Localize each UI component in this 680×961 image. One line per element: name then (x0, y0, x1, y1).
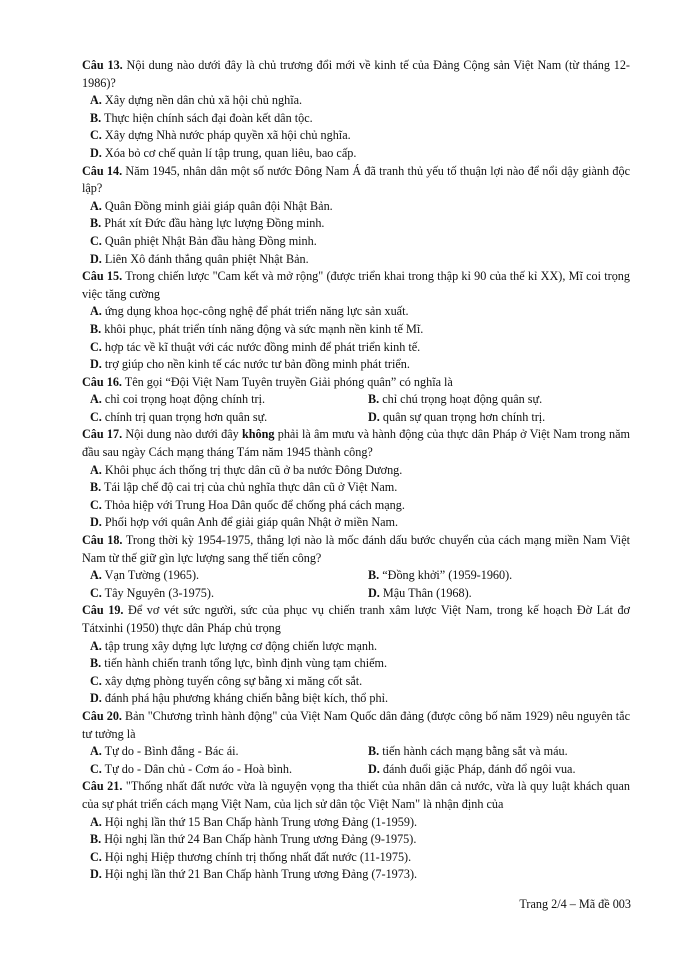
option-key: B. (90, 321, 102, 336)
answer-option (368, 761, 576, 779)
question-stem (82, 778, 630, 813)
option-text: Quân Đồng minh giải giáp quân đội Nhật Bản. (101, 198, 333, 213)
answer-option (90, 761, 368, 779)
answer-option (82, 339, 630, 357)
option-key: D. (90, 691, 102, 706)
answer-option (82, 251, 630, 269)
option-text: tiến hành cách mạng bằng sắt và máu. (379, 744, 568, 759)
option-text: xây dựng phòng tuyến công sự bằng xi măng cốt sắt. (101, 673, 363, 688)
option-text: quân sự quan trọng hơn chính trị. (379, 409, 546, 424)
question-stem (82, 708, 630, 743)
answer-option (82, 356, 630, 374)
option-key: B. (90, 110, 102, 125)
answer-option (90, 409, 368, 427)
option-text: chính trị quan trọng hơn quân sự. (101, 409, 268, 424)
option-key: C. (90, 339, 102, 354)
option-key: C. (90, 497, 102, 512)
answer-option (82, 462, 630, 480)
answer-option (368, 585, 472, 603)
answer-option (368, 391, 542, 409)
answer-option (82, 145, 630, 163)
answer-option (368, 567, 512, 585)
option-text: chỉ chú trọng hoạt động quân sự. (379, 392, 543, 407)
answer-option (82, 198, 630, 216)
answer-option (82, 673, 630, 691)
question-text: Bản "Chương trình hành động" của Việt Nam Quốc dân đảng (được công bố năm 1929) nêu nguyên tắc tư tưởng là (82, 708, 630, 741)
question-number: Câu 19. (82, 603, 124, 618)
option-key: C. (90, 409, 102, 424)
option-text: Vạn Tường (1965). (101, 568, 200, 583)
option-text: Thỏa hiệp với Trung Hoa Dân quốc để chống phá cách mạng. (101, 497, 405, 512)
option-text: đánh phá hậu phương kháng chiến bằng biệt kích, thổ phỉ. (101, 691, 389, 706)
option-key: C. (90, 128, 102, 143)
option-key: D. (90, 251, 102, 266)
option-text: Xây dựng Nhà nước pháp quyền xã hội chủ nghĩa. (101, 128, 351, 143)
question-number: Câu 15. (82, 269, 123, 284)
option-text: “Đồng khởi” (1959-1960). (379, 568, 513, 583)
option-text: Phát xít Đức đầu hàng lực lượng Đồng minh. (101, 216, 325, 231)
question-text: Để vơ vét sức người, sức của phục vụ chiến tranh xâm lược Việt Nam, trong kế hoạch Đờ Lát đơ Tátxinhi (1950) thực dân Pháp chủ trọng (82, 603, 630, 635)
question-block (82, 532, 630, 602)
option-key: A. (90, 568, 102, 583)
question-text: phải là âm mưu và hành động của thực dân Pháp ở Việt Nam trong năm đầu sau ngày Cách mạng tháng Tám năm 1945 thành công? (82, 427, 630, 460)
option-key: B. (368, 392, 380, 407)
question-stem (82, 374, 630, 392)
answer-option (82, 638, 630, 656)
question-block (82, 268, 630, 374)
question-stem (82, 602, 630, 637)
option-text: ứng dụng khoa học-công nghệ để phát triển năng lực sản xuất. (101, 304, 409, 319)
question-text: "Thống nhất đất nước vừa là nguyện vọng tha thiết của nhân dân cả nước, vừa là quy luật khách quan của sự phát triển cách mạng Việt Nam, của lịch sử dân tộc Việt Nam" là nhận định của (82, 779, 630, 811)
option-key: B. (90, 832, 102, 847)
option-text: Hội nghị lần thứ 21 Ban Chấp hành Trung ương Đảng (7-1973). (101, 867, 418, 882)
answer-option (82, 321, 630, 339)
option-text: tập trung xây dựng lực lượng cơ động chiến lược mạnh. (101, 638, 378, 653)
question-number: Câu 21. (82, 779, 123, 794)
exam-page (82, 57, 630, 884)
option-text: Tự do - Dân chủ - Cơm áo - Hoà bình. (101, 761, 293, 776)
question-text: Trong thời kỳ 1954-1975, thắng lợi nào là mốc đánh dấu bước chuyển của cách mạng miền Nam Việt Nam từ thế giữ gìn lực lượng sang thế tiến công? (82, 533, 630, 565)
question-block (82, 57, 630, 163)
question-block (82, 602, 630, 708)
option-key: C. (90, 233, 102, 248)
option-text: Hội nghị lần thứ 15 Ban Chấp hành Trung ương Đảng (1-1959). (101, 814, 418, 829)
option-key: A. (90, 638, 102, 653)
answer-option (368, 743, 568, 761)
option-key: A. (90, 304, 102, 319)
answer-option (82, 514, 630, 532)
option-key: D. (368, 409, 380, 424)
option-text: Xóa bỏ cơ chế quản lí tập trung, quan liêu, bao cấp. (101, 145, 357, 160)
option-text: hợp tác về kĩ thuật với các nước đồng minh để phát triển kinh tế. (101, 339, 421, 354)
option-text: Hội nghị Hiệp thương chính trị thống nhất đất nước (11-1975). (101, 849, 412, 864)
option-key: B. (90, 656, 102, 671)
option-text: Thực hiện chính sách đại đoàn kết dân tộc. (101, 110, 313, 125)
answer-option (82, 127, 630, 145)
question-number: Câu 16. (82, 374, 122, 389)
page-footer: Trang 2/4 – Mã đề 003 (519, 897, 631, 911)
answer-option (82, 655, 630, 673)
option-row (82, 761, 630, 779)
answer-option (82, 849, 630, 867)
question-text: Trong chiến lược "Cam kết và mở rộng" (được triển khai trong thập kỉ 90 của thế kỉ XX), Mĩ coi trọng việc tăng cường (82, 269, 630, 301)
question-stem (82, 426, 630, 461)
question-stem (82, 163, 630, 198)
option-row (82, 585, 630, 603)
answer-option (90, 743, 368, 761)
question-stem (82, 57, 630, 92)
option-row (82, 567, 630, 585)
option-key: D. (90, 357, 102, 372)
option-text: Tự do - Bình đẳng - Bác ái. (101, 744, 239, 759)
answer-option (82, 479, 630, 497)
answer-option (82, 215, 630, 233)
option-text: Quân phiệt Nhật Bản đầu hàng Đồng minh. (101, 233, 317, 248)
answer-option (82, 831, 630, 849)
answer-option (82, 110, 630, 128)
option-key: B. (368, 744, 380, 759)
option-text: Liên Xô đánh thắng quân phiệt Nhật Bản. (101, 251, 309, 266)
option-key: D. (90, 515, 102, 530)
option-key: D. (90, 145, 102, 160)
answer-option (82, 814, 630, 832)
option-key: A. (90, 198, 102, 213)
question-text: Nội dung nào dưới đây (122, 427, 242, 442)
answer-option (82, 690, 630, 708)
question-number: Câu 17. (82, 427, 123, 442)
option-key: A. (90, 814, 102, 829)
option-text: tiến hành chiến tranh tổng lực, bình định vùng tạm chiếm. (101, 656, 388, 671)
option-key: A. (90, 392, 102, 407)
option-key: B. (90, 480, 102, 495)
answer-option (368, 409, 545, 427)
option-key: D. (368, 585, 380, 600)
option-key: C. (90, 673, 102, 688)
option-text: Hội nghị lần thứ 24 Ban Chấp hành Trung ương Đảng (9-1975). (101, 832, 417, 847)
option-text: chỉ coi trọng hoạt động chính trị. (101, 392, 266, 407)
option-row (82, 743, 630, 761)
option-key: A. (90, 93, 102, 108)
answer-option (82, 233, 630, 251)
option-text: đánh đuổi giặc Pháp, đánh đổ ngôi vua. (379, 761, 576, 776)
question-stem (82, 268, 630, 303)
option-text: Phối hợp với quân Anh để giải giáp quân Nhật ở miền Nam. (101, 515, 399, 530)
option-text: trợ giúp cho nền kinh tế các nước tư bản đồng minh phát triển. (101, 357, 410, 372)
option-key: A. (90, 462, 102, 477)
option-text: Xây dựng nền dân chủ xã hội chủ nghĩa. (101, 93, 303, 108)
option-text: Tây Nguyên (3-1975). (101, 585, 215, 600)
question-text: Nội dung nào dưới đây là chủ trương đổi mới về kinh tế của Đảng Cộng sản Việt Nam (từ tháng 12-1986)? (82, 58, 630, 90)
option-key: C. (90, 761, 102, 776)
answer-option (82, 303, 630, 321)
option-key: C. (90, 849, 102, 864)
option-key: D. (368, 761, 380, 776)
option-text: khôi phục, phát triển tính năng động và sức mạnh nền kinh tế Mĩ. (101, 321, 424, 336)
option-key: B. (368, 568, 380, 583)
option-key: A. (90, 744, 102, 759)
option-text: Khôi phục ách thống trị thực dân cũ ở ba nước Đông Dương. (101, 462, 403, 477)
question-emphasis: không (241, 427, 275, 442)
answer-option (82, 497, 630, 515)
question-block (82, 374, 630, 427)
question-block (82, 426, 630, 532)
question-block (82, 778, 630, 884)
option-row (82, 409, 630, 427)
answer-option (90, 567, 368, 585)
question-text: Tên gọi “Đội Việt Nam Tuyên truyền Giải phóng quân” có nghĩa là (121, 374, 453, 389)
answer-option (90, 585, 368, 603)
answer-option (82, 866, 630, 884)
option-key: D. (90, 867, 102, 882)
question-number: Câu 18. (82, 533, 123, 548)
question-number: Câu 20. (82, 708, 122, 723)
option-text: Tái lập chế độ cai trị của chủ nghĩa thực dân cũ ở Việt Nam. (101, 480, 398, 495)
question-number: Câu 13. (82, 58, 123, 72)
answer-option (90, 391, 368, 409)
option-key: B. (90, 216, 102, 231)
question-text: Năm 1945, nhân dân một số nước Đông Nam Á đã tranh thủ yếu tố thuận lợi nào để nổi dậy giành độc lập? (82, 163, 630, 196)
option-key: C. (90, 585, 102, 600)
question-number: Câu 14. (82, 163, 123, 178)
answer-option (82, 92, 630, 110)
question-block (82, 163, 630, 269)
option-text: Mậu Thân (1968). (379, 585, 472, 600)
question-block (82, 708, 630, 778)
option-row (82, 391, 630, 409)
question-stem (82, 532, 630, 567)
